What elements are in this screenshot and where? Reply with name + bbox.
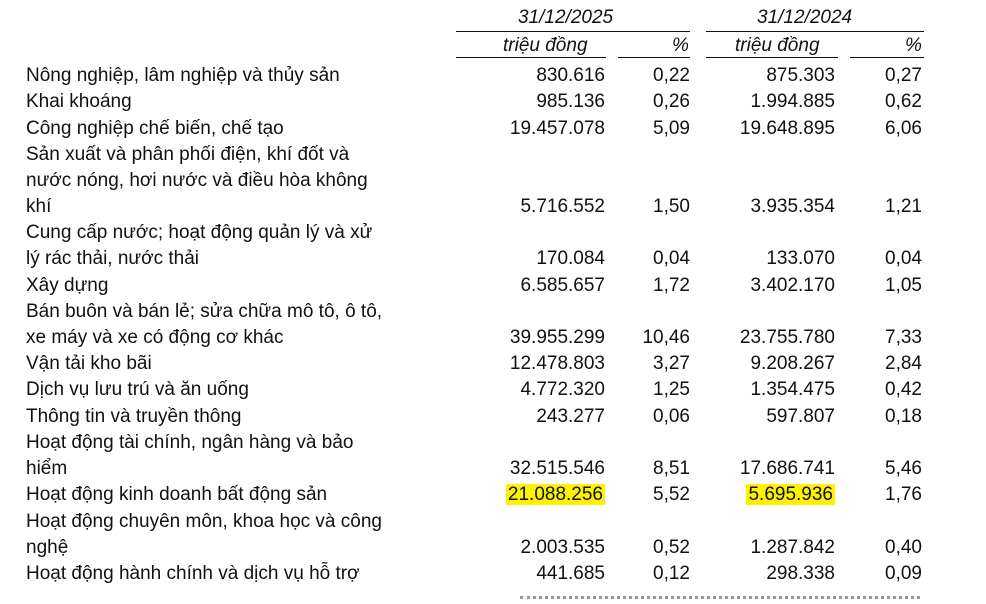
- industry-label: [26, 89, 456, 115]
- table-row: [0, 482, 986, 508]
- value-2024: [766, 561, 835, 587]
- pct-2025: [653, 351, 690, 377]
- period-2025-rule: [456, 31, 690, 32]
- value-2025: [536, 246, 605, 272]
- value-2025: [510, 456, 605, 482]
- industry-label: [26, 404, 456, 430]
- industry-label-line: xe máy và xe có động cơ khác: [26, 326, 284, 348]
- pct-2024-text: 6,06: [885, 117, 922, 139]
- table-row: [0, 351, 986, 377]
- table-row: [0, 430, 986, 482]
- pct-2025-text: 0,06: [653, 405, 690, 427]
- value-2025-text: 2.003.535: [520, 536, 605, 558]
- value-2024: [746, 482, 835, 508]
- table-row: [0, 89, 986, 115]
- pct-2024: [885, 535, 922, 561]
- pct-2025-text: 0,52: [653, 536, 690, 558]
- industry-label-line: hiểm: [26, 458, 68, 479]
- pct-2025-text: 3,27: [653, 353, 690, 375]
- pct-2024: [885, 377, 922, 403]
- value-2024-text: 3.935.354: [750, 195, 835, 217]
- industry-label-line: Dịch vụ lưu trú và ăn uống: [26, 379, 249, 401]
- pct-2025-text: 0,26: [653, 91, 690, 113]
- pct-2024: [885, 273, 922, 299]
- industry-label: [26, 116, 456, 142]
- pct-2025: [653, 89, 690, 115]
- value-2024: [750, 273, 835, 299]
- unit-header-2024: triệu đồng: [735, 35, 820, 56]
- pct-2024-text: 5,46: [885, 458, 922, 479]
- value-2024-text: 3.402.170: [750, 274, 835, 296]
- pct-2025-text: 10,46: [642, 326, 690, 348]
- pct-2024-text: 0,40: [885, 536, 922, 558]
- value-2024-text: 875.303: [766, 65, 835, 86]
- table-row: [0, 116, 986, 142]
- value-2025: [510, 351, 605, 377]
- table-row: [0, 63, 986, 89]
- period-2025-header: 31/12/2025: [518, 7, 614, 28]
- value-2024-text: 1.287.842: [750, 536, 835, 558]
- industry-label: [26, 299, 456, 351]
- value-2025-text: 12.478.803: [509, 353, 605, 375]
- industry-label-line: Thông tin và truyền thông: [26, 405, 242, 427]
- pct-2024-text: 1,05: [885, 274, 922, 296]
- pct-2025: [653, 377, 690, 403]
- value-2025: [520, 273, 605, 299]
- pct-rule-2024: [850, 57, 924, 58]
- pct-2024-text: 0,18: [885, 405, 922, 427]
- pct-2024: [885, 482, 922, 508]
- pct-2024: [885, 456, 922, 482]
- pct-2024: [885, 351, 922, 377]
- pct-2025: [653, 273, 690, 299]
- pct-2025: [653, 535, 690, 561]
- value-2024-text: 23.755.780: [739, 326, 835, 348]
- value-2025-text: 243.277: [536, 405, 605, 427]
- industry-label-line: lý rác thải, nước thải: [26, 248, 200, 270]
- industry-label-line: Hoạt động hành chính và dịch vụ hỗ trợ: [26, 562, 360, 584]
- industry-label-line: Khai khoáng: [26, 91, 132, 113]
- value-2024: [750, 377, 835, 403]
- pct-2024: [885, 194, 922, 220]
- value-2025-text: 830.616: [536, 65, 605, 86]
- pct-2025: [653, 561, 690, 587]
- industry-label-line: Xây dựng: [26, 274, 109, 296]
- pct-2025-text: 0,12: [653, 562, 690, 584]
- industry-label-line: Vận tải kho bãi: [26, 353, 152, 375]
- pct-2025-text: 5,09: [653, 117, 690, 139]
- value-2024: [766, 404, 835, 430]
- value-2025: [520, 535, 605, 561]
- pct-2025: [653, 456, 690, 482]
- pct-2024-text: 1,76: [885, 484, 922, 506]
- pct-2024-text: 0,62: [885, 91, 922, 113]
- industry-label-line: Nông nghiệp, lâm nghiệp và thủy sản: [26, 65, 340, 86]
- value-2024: [750, 194, 835, 220]
- industry-label: [26, 482, 456, 508]
- pct-2024: [885, 325, 922, 351]
- industry-label-line: Hoạt động kinh doanh bất động sản: [26, 484, 328, 506]
- pct-2024: [885, 404, 922, 430]
- value-2024-text: 9.208.267: [750, 353, 835, 375]
- pct-2025: [653, 194, 690, 220]
- value-2024: [766, 63, 835, 89]
- value-2024-highlighted-text: 5.695.936: [748, 484, 833, 506]
- value-2024: [750, 535, 835, 561]
- value-2025-text: 441.685: [536, 562, 605, 584]
- value-2024-text: 597.807: [766, 405, 835, 427]
- industry-label-line: Sản xuất và phân phối điện, khí đốt và: [26, 143, 350, 165]
- value-2024-text: 19.648.895: [739, 117, 835, 139]
- table-row: [0, 404, 986, 430]
- value-2024: [740, 116, 835, 142]
- pct-2024: [885, 63, 922, 89]
- table-row: [0, 273, 986, 299]
- pct-2025: [653, 116, 690, 142]
- value-2025-text: 6.585.657: [520, 274, 605, 296]
- value-2025: [536, 89, 605, 115]
- pct-2024: [885, 89, 922, 115]
- value-2025-highlighted-text: 21.088.256: [507, 484, 603, 506]
- pct-2025: [653, 482, 690, 508]
- industry-label-line: Công nghiệp chế biến, chế tạo: [26, 117, 284, 139]
- industry-label-line: nghệ: [26, 536, 69, 558]
- industry-label-line: Hoạt động chuyên môn, khoa học và công: [26, 510, 382, 532]
- industry-label: [26, 509, 456, 561]
- value-2025-text: 39.955.299: [509, 326, 605, 348]
- unit-rule-2024: [706, 57, 838, 58]
- pct-2025: [653, 63, 690, 89]
- pct-2024-text: 0,27: [885, 65, 922, 86]
- pct-2025-text: 5,52: [653, 484, 690, 506]
- pct-rule-2025: [618, 57, 690, 58]
- value-2025-text: 985.136: [536, 91, 605, 113]
- value-2025: [536, 63, 605, 89]
- pct-2025: [653, 404, 690, 430]
- period-2024-rule: [706, 31, 924, 32]
- value-2025-text: 19.457.078: [509, 117, 605, 139]
- pct-2025-text: 0,04: [653, 248, 690, 270]
- industry-label: [26, 220, 456, 272]
- value-2024-text: 1.994.885: [750, 91, 835, 113]
- period-2024-header: 31/12/2024: [757, 7, 853, 28]
- pct-2024-text: 2,84: [885, 353, 922, 375]
- table-row: [0, 509, 986, 561]
- industry-label: [26, 561, 456, 587]
- value-2024: [750, 89, 835, 115]
- value-2024-text: 133.070: [766, 248, 835, 270]
- value-2025-text: 4.772.320: [520, 379, 605, 401]
- value-2025: [536, 404, 605, 430]
- cutoff-row-fragment: [520, 596, 920, 604]
- value-2024: [740, 325, 835, 351]
- industry-label: [26, 63, 456, 89]
- pct-2025-text: 0,22: [653, 65, 690, 86]
- pct-2024: [885, 116, 922, 142]
- table-row: [0, 220, 986, 272]
- table-row: [0, 299, 986, 351]
- value-2025: [520, 377, 605, 403]
- pct-2024-text: 0,04: [885, 248, 922, 270]
- value-2024: [766, 246, 835, 272]
- pct-header-2025: %: [672, 35, 689, 56]
- table-row: [0, 142, 986, 220]
- value-2024-text: 298.338: [766, 562, 835, 584]
- pct-2025-text: 1,50: [653, 195, 690, 217]
- pct-2025-text: 8,51: [653, 458, 690, 479]
- value-2025: [510, 116, 605, 142]
- industry-label-line: Cung cấp nước; hoạt động quản lý và xử: [26, 222, 373, 244]
- pct-2024-text: 1,21: [885, 195, 922, 217]
- value-2025: [510, 325, 605, 351]
- table-row: [0, 561, 986, 587]
- industry-label: [26, 351, 456, 377]
- pct-2024-text: 0,42: [885, 379, 922, 401]
- industry-label-line: khí: [26, 195, 52, 217]
- value-2024-text: 1.354.475: [750, 379, 835, 401]
- industry-label-line: Bán buôn và bán lẻ; sửa chữa mô tô, ô tô,: [26, 300, 383, 322]
- pct-2025-text: 1,25: [653, 379, 690, 401]
- pct-2025: [653, 246, 690, 272]
- value-2025-text: 32.515.546: [509, 458, 605, 479]
- value-2024: [740, 456, 835, 482]
- unit-header-2025: triệu đồng: [503, 35, 588, 56]
- value-2025: [536, 561, 605, 587]
- unit-rule-2025: [456, 57, 606, 58]
- value-2025-text: 170.084: [536, 248, 605, 270]
- pct-2024: [885, 246, 922, 272]
- value-2025: [520, 194, 605, 220]
- pct-2025: [642, 325, 690, 351]
- industry-label: [26, 430, 456, 482]
- pct-2024: [885, 561, 922, 587]
- value-2025-text: 5.716.552: [520, 195, 605, 217]
- industry-label-line: nước nóng, hơi nước và điều hòa không: [26, 169, 368, 191]
- industry-label: [26, 377, 456, 403]
- pct-2024-text: 0,09: [885, 562, 922, 584]
- value-2024-text: 17.686.741: [739, 458, 835, 479]
- value-2024: [750, 351, 835, 377]
- pct-2025-text: 1,72: [653, 274, 690, 296]
- table-row: [0, 377, 986, 403]
- industry-label-line: Hoạt động tài chính, ngân hàng và bảo: [26, 432, 354, 453]
- value-2025: [506, 482, 605, 508]
- pct-2024-text: 7,33: [885, 326, 922, 348]
- industry-label: [26, 273, 456, 299]
- pct-header-2024: %: [905, 35, 922, 56]
- industry-label: [26, 142, 456, 220]
